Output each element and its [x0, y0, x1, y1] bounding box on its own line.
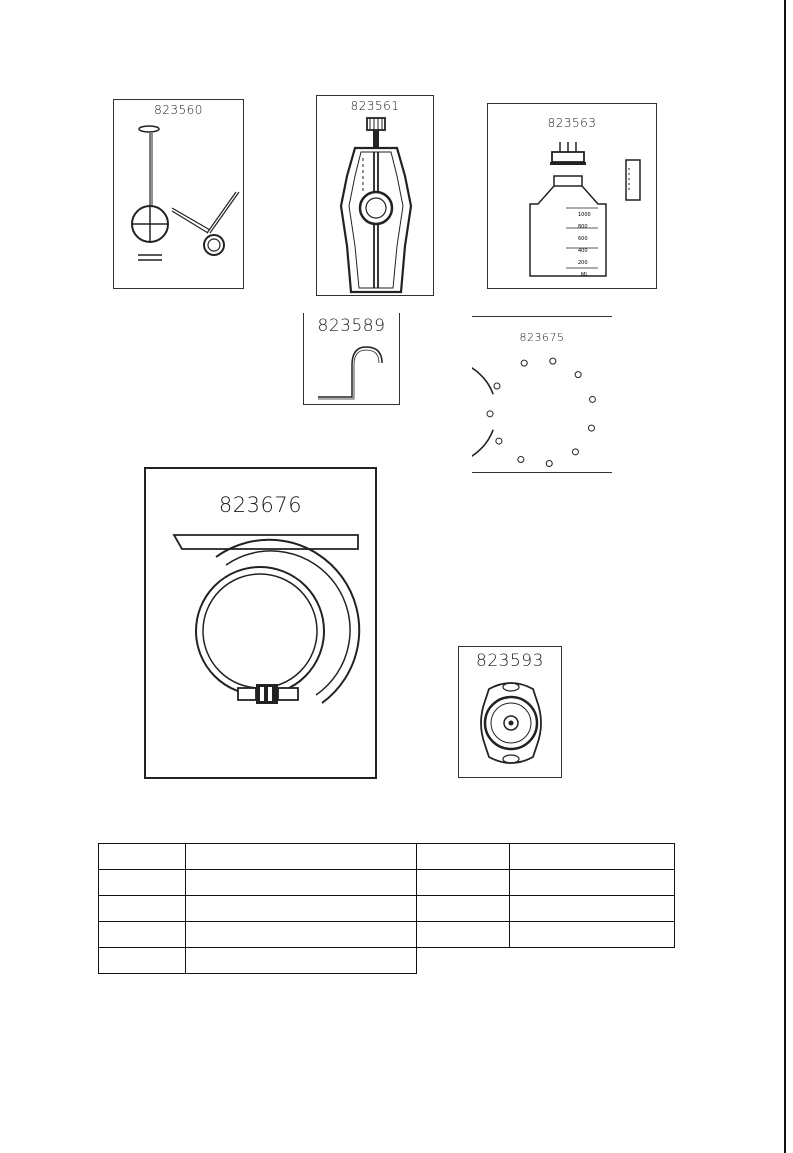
bottle-marking-ml: ML — [581, 272, 589, 278]
table-cell — [417, 922, 510, 948]
table-empty-space — [510, 948, 675, 974]
table-cell — [417, 870, 510, 896]
ring-bead — [494, 383, 500, 389]
ring-bead — [589, 396, 595, 402]
part-number-823561: 823561 — [350, 99, 400, 113]
table-cell — [99, 896, 186, 922]
part-number-823560: 823560 — [154, 103, 203, 117]
table-cell — [186, 870, 417, 896]
table-cell — [186, 922, 417, 948]
table-cell — [510, 896, 675, 922]
table-cell — [186, 948, 417, 974]
brush-kit-illustration — [114, 100, 245, 290]
table-cell — [99, 948, 186, 974]
table-row — [99, 844, 675, 870]
table-row — [99, 948, 675, 974]
table-cell — [417, 844, 510, 870]
table-cell — [186, 844, 417, 870]
part-number-823675: 823675 — [519, 331, 565, 344]
table-row — [99, 922, 675, 948]
part-number-823589: 823589 — [317, 316, 386, 336]
bottle-marking-600: 600 — [578, 236, 588, 242]
dispenser-illustration — [317, 96, 435, 297]
part-number-823563: 823563 — [547, 116, 597, 130]
bottle-marking-400: 400 — [578, 248, 588, 254]
panel-823561 — [316, 95, 434, 296]
table-cell — [510, 870, 675, 896]
table-cell — [510, 922, 675, 948]
table-cell — [99, 922, 186, 948]
panel-823675 — [472, 316, 612, 473]
bent-tube-illustration — [304, 313, 401, 405]
ring-bead — [588, 425, 594, 431]
ring-bead — [546, 460, 552, 466]
ring-bead — [496, 438, 502, 444]
table-cell — [417, 896, 510, 922]
panel-823563 — [487, 103, 657, 289]
part-number-823676: 823676 — [218, 493, 303, 517]
table-cell — [99, 844, 186, 870]
part-number-823593: 823593 — [476, 651, 544, 671]
bottle-marking-1000: 1000 — [578, 212, 591, 218]
ring-bead — [550, 358, 556, 364]
tubing-coil-illustration — [146, 469, 379, 781]
panel-823589 — [303, 313, 400, 405]
table-row — [99, 896, 675, 922]
table-row — [99, 870, 675, 896]
ring-bead — [487, 411, 493, 417]
bottle-marking-800: 800 — [578, 224, 588, 230]
filter-illustration — [459, 647, 563, 779]
ring-bead — [521, 360, 527, 366]
table-empty-space — [417, 948, 510, 974]
parts-table — [98, 843, 675, 974]
table-cell — [510, 844, 675, 870]
table-cell — [99, 870, 186, 896]
panel-823593 — [458, 646, 562, 778]
panel-823560 — [113, 99, 244, 289]
ring-bead — [572, 449, 578, 455]
ring-bead — [575, 372, 581, 378]
ring-bead — [518, 457, 524, 463]
panel-823676 — [144, 467, 377, 779]
bottle-marking-200: 200 — [578, 260, 588, 266]
page-edge-line — [784, 0, 786, 1153]
bottle-illustration — [488, 104, 658, 290]
ring-illustration — [472, 317, 612, 474]
table-cell — [186, 896, 417, 922]
